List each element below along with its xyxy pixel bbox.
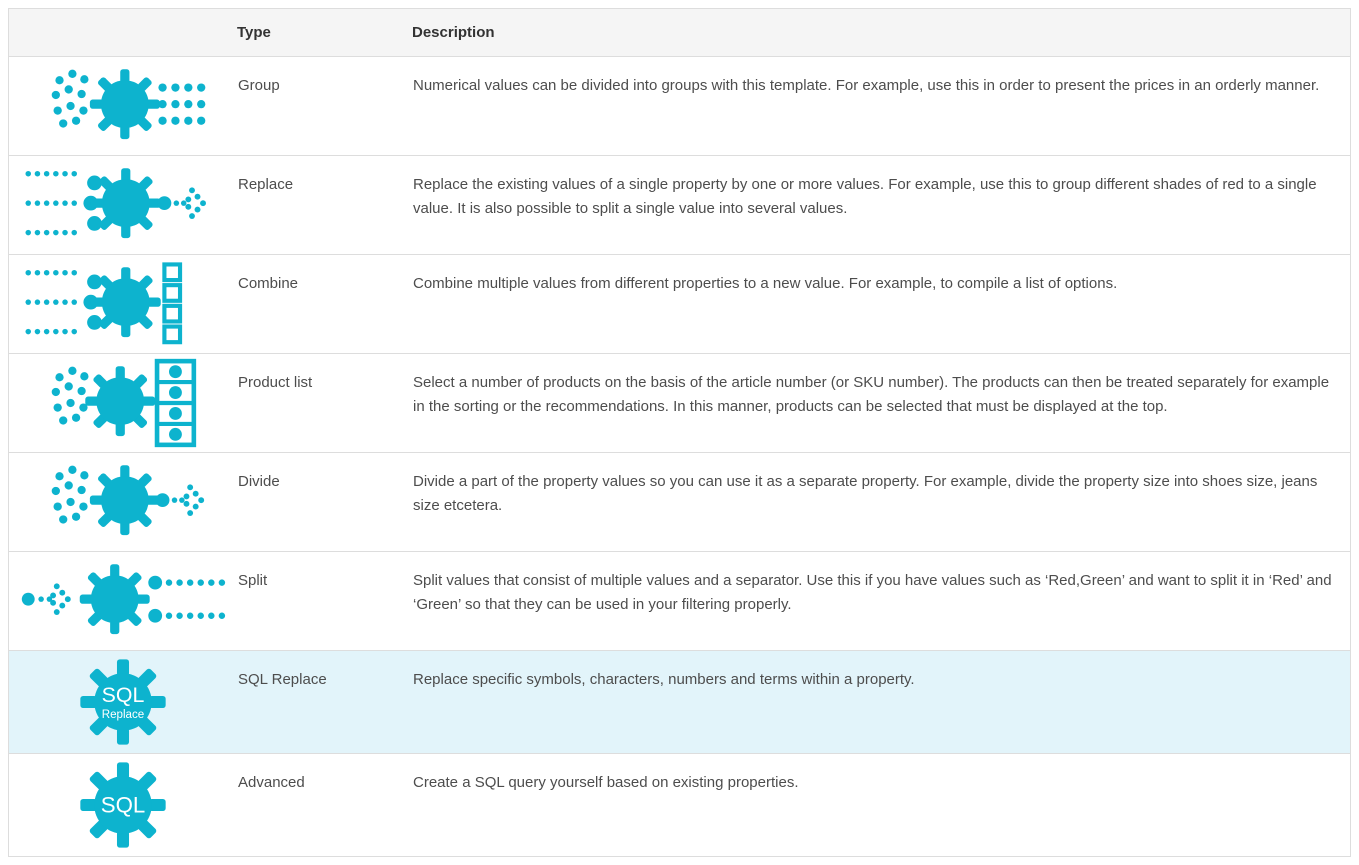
header-row <box>9 9 1350 57</box>
description-text: Replace the existing values of a single property by one or more values. For example, use this to group different shades of red to a single value. It is also possible to split a single value into several values. <box>413 176 1317 217</box>
description-text: Replace specific symbols, characters, numbers and terms within a property. <box>413 671 915 688</box>
description-text: Numerical values can be divided into groups with this template. For example, use this in order to present the prices in an orderly manner. <box>413 77 1320 94</box>
header-icon-column <box>9 9 237 57</box>
type-label: Split <box>238 572 268 589</box>
description-text: Create a SQL query yourself based on existing properties. <box>413 774 799 791</box>
type-label: Replace <box>238 176 294 193</box>
type-label: Divide <box>238 473 280 490</box>
divide-icon <box>9 456 237 548</box>
sql-icon <box>9 754 237 856</box>
table-row[interactable] <box>9 156 1350 255</box>
type-label: Product list <box>238 374 313 391</box>
table-body <box>9 57 1350 857</box>
svg-text:SQL: SQL <box>100 792 146 818</box>
table-row[interactable] <box>9 754 1350 857</box>
header-description-column: Description <box>412 9 1350 57</box>
table-row[interactable] <box>9 651 1350 754</box>
table-row[interactable] <box>9 57 1350 156</box>
svg-text:SQL: SQL <box>101 683 145 707</box>
description-text: Divide a part of the property values so you can use it as a separate property. For example, divide the property size into shoes size, jeans size etcetera. <box>413 473 1318 514</box>
svg-text:Replace: Replace <box>101 708 145 721</box>
split-icon <box>9 555 237 647</box>
combine-icon <box>9 258 237 350</box>
type-label: Advanced <box>238 774 305 791</box>
type-label: Combine <box>238 275 299 292</box>
description-text: Combine multiple values from different properties to a new value. For example, to compile a list of options. <box>413 275 1118 292</box>
table-row[interactable] <box>9 354 1350 453</box>
sql-replace-icon <box>9 651 237 753</box>
replace-icon <box>9 159 237 251</box>
table-row[interactable] <box>9 552 1350 651</box>
group-icon <box>9 60 237 152</box>
product-list-icon <box>9 357 237 449</box>
header-type-column: Type <box>237 9 412 57</box>
type-label: Group <box>238 77 280 94</box>
mapping-types-table <box>9 9 1350 856</box>
description-text: Select a number of products on the basis of the article number (or SKU number). The products can then be treated separately for example in the sorting or the recommendations. In this manner, products can be selected that must be displayed at the top. <box>413 374 1330 415</box>
mapping-types-panel <box>8 8 1351 857</box>
description-text: Split values that consist of multiple values and a separator. Use this if you have values such as ‘Red,Green’ and want to split it in ‘Red’ and ‘Green’ so that they can be used in your filtering properly. <box>413 572 1332 613</box>
table-row[interactable] <box>9 453 1350 552</box>
type-label: SQL Replace <box>238 671 327 688</box>
table-row[interactable] <box>9 255 1350 354</box>
table-header <box>9 9 1350 57</box>
